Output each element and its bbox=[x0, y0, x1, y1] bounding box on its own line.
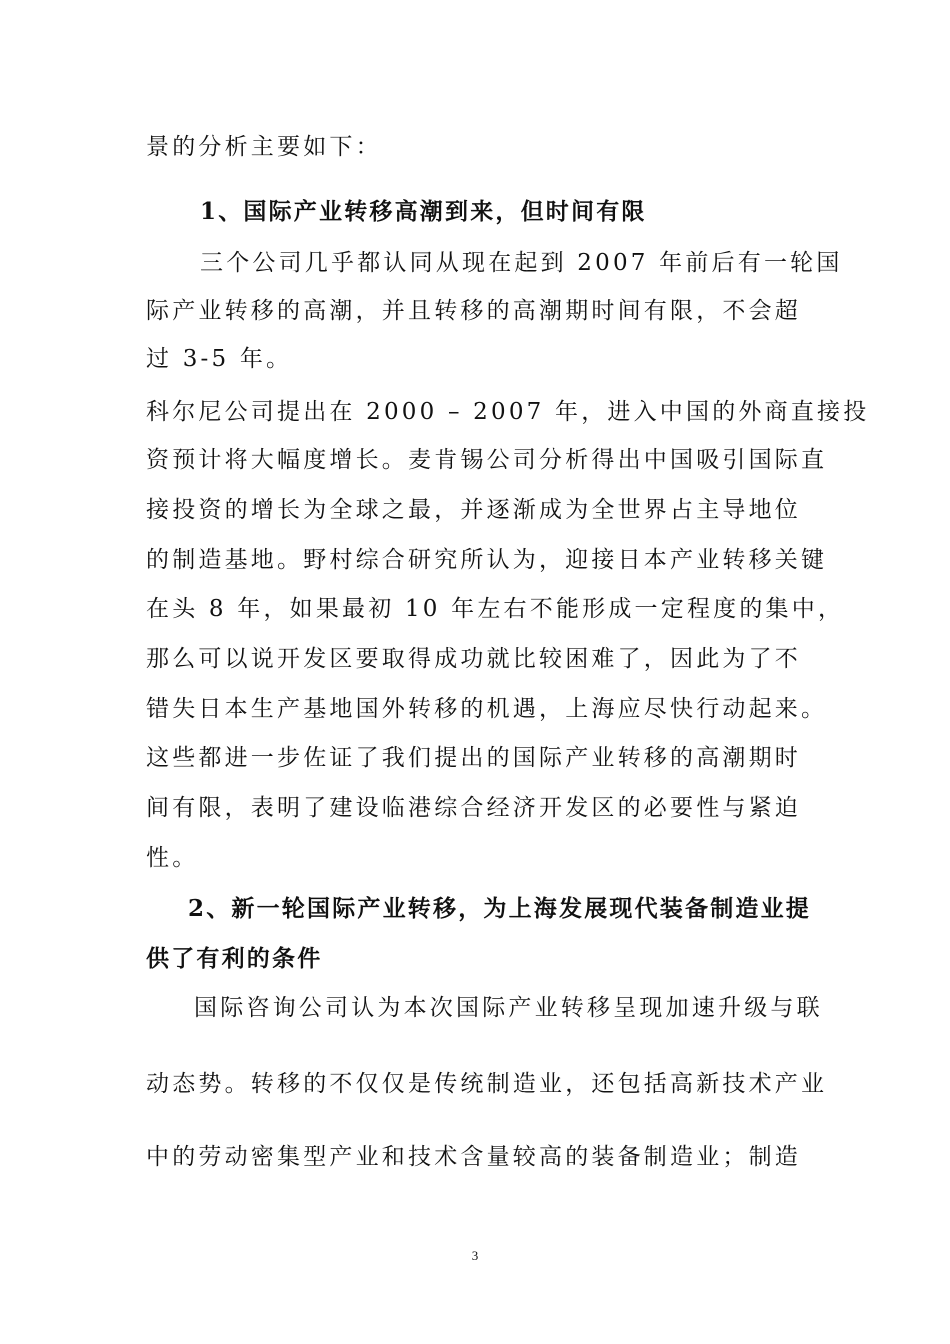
paragraph-line: 错失日本生产基地国外转移的机遇，上海应尽快行动起来。 bbox=[146, 696, 828, 722]
paragraph-line: 那么可以说开发区要取得成功就比较困难了，因此为了不 bbox=[146, 646, 801, 672]
paragraph-line: 接投资的增长为全球之最，并逐渐成为全世界占主导地位 bbox=[146, 497, 801, 523]
paragraph-line: 的制造基地。野村综合研究所认为，迎接日本产业转移关键 bbox=[146, 547, 828, 573]
paragraph-line: 性。 bbox=[146, 845, 199, 871]
paragraph-line: 资预计将大幅度增长。麦肯锡公司分析得出中国吸引国际直 bbox=[146, 447, 828, 473]
paragraph-line: 在头 8 年，如果最初 10 年左右不能形成一定程度的集中， bbox=[146, 596, 845, 622]
section-heading: 供了有利的条件 bbox=[146, 945, 323, 972]
paragraph-line: 过 3-5 年。 bbox=[146, 346, 293, 372]
paragraph-line: 国际咨询公司认为本次国际产业转移呈现加速升级与联 bbox=[194, 995, 823, 1021]
paragraph-line: 动态势。转移的不仅仅是传统制造业，还包括高新技术产业 bbox=[146, 1071, 828, 1097]
paragraph-line: 景的分析主要如下： bbox=[146, 134, 382, 160]
paragraph-line: 科尔尼公司提出在 2000 – 2007 年，进入中国的外商直接投 bbox=[146, 399, 870, 425]
section-heading: 2、新一轮国际产业转移，为上海发展现代装备制造业提 bbox=[188, 895, 812, 922]
paragraph-line: 三个公司几乎都认同从现在起到 2007 年前后有一轮国 bbox=[200, 250, 843, 276]
paragraph-line: 这些都进一步佐证了我们提出的国际产业转移的高潮期时 bbox=[146, 745, 801, 771]
page-number: 3 bbox=[471, 1248, 479, 1263]
paragraph-line: 间有限，表明了建设临港综合经济开发区的必要性与紧迫 bbox=[146, 795, 801, 821]
paragraph-line: 中的劳动密集型产业和技术含量较高的装备制造业；制造 bbox=[146, 1144, 801, 1170]
section-heading: 1、国际产业转移高潮到来，但时间有限 bbox=[200, 198, 647, 225]
paragraph-line: 际产业转移的高潮，并且转移的高潮期时间有限，不会超 bbox=[146, 298, 801, 324]
